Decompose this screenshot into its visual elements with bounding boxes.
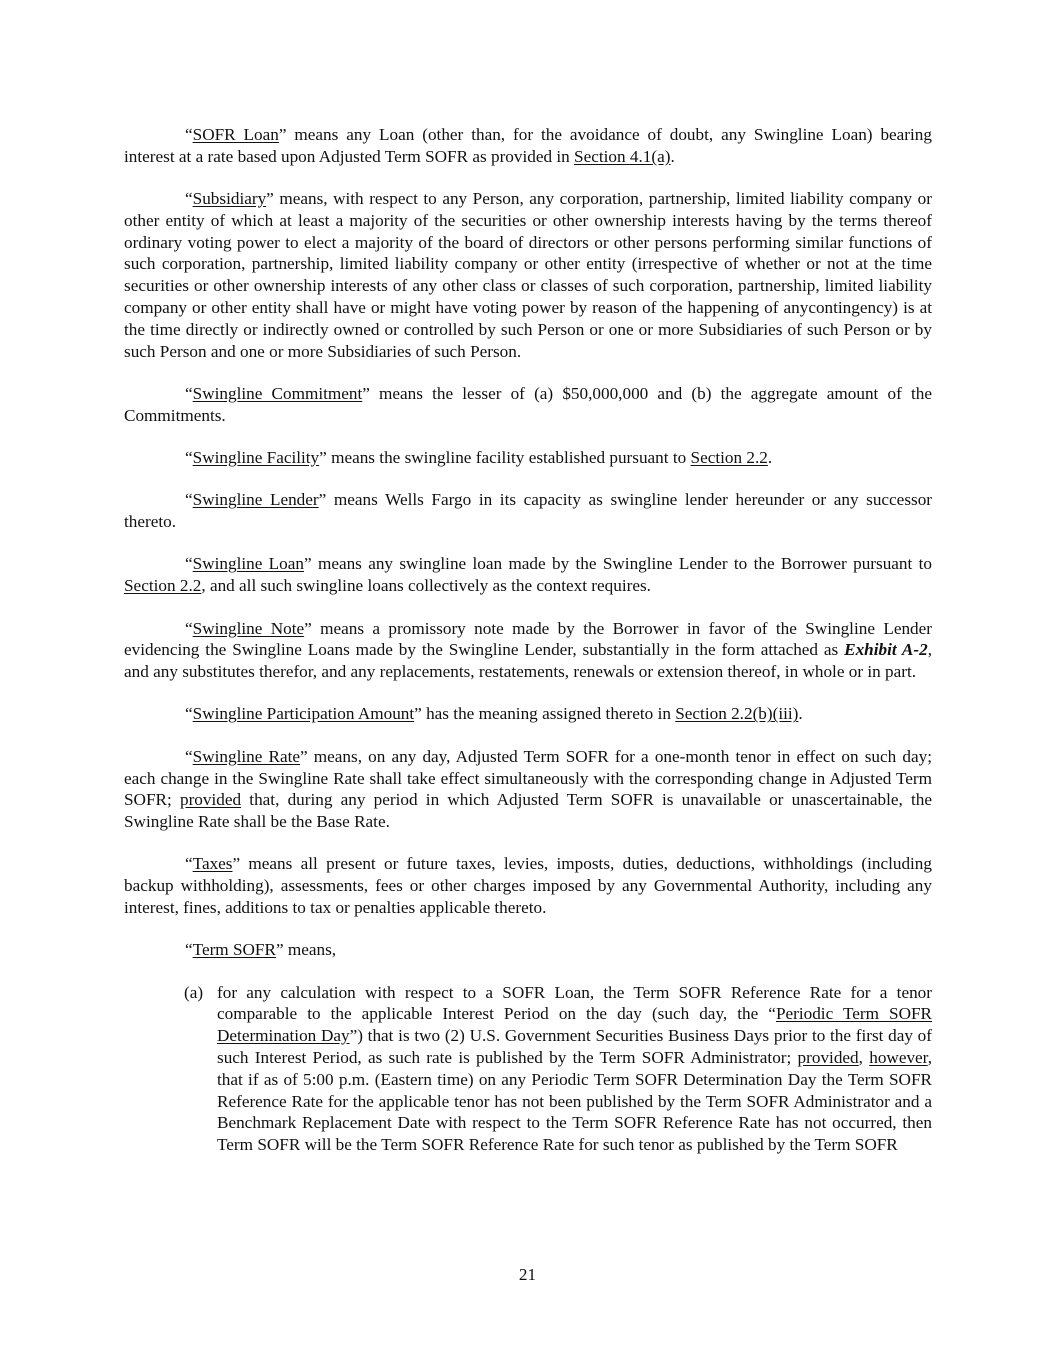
defined-term-swingline-rate: Swingline Rate xyxy=(192,746,300,766)
definition-text: ” means, xyxy=(275,940,337,960)
definition-text: ” has the meaning assigned thereto in xyxy=(414,704,676,724)
definition-text: ” means any swingline loan made by the Swingline Lender to the Borrower pursuant to xyxy=(304,554,932,574)
definition-swingline-lender xyxy=(124,489,932,533)
defined-term-term-sofr: Term SOFR xyxy=(192,940,276,960)
clause-text: , that if as of 5:00 p.m. (Eastern time) on any Periodic Term SOFR Determination Day the Term SOFR Reference Rate for the applicable tenor has not been published by the Term SOFR Administrator and a Benchmark Replacement Date with respect to the Term SOFR Reference Rate has not occurred, then Term SOFR will be the Term SOFR Reference Rate for such tenor as published by the Term SOFR xyxy=(217,1048,933,1155)
definition-swingline-facility xyxy=(124,447,932,469)
defined-term-subsidiary: Subsidiary xyxy=(192,189,267,209)
however-term: however xyxy=(869,1048,928,1067)
section-reference: Section 2.2 xyxy=(690,448,768,468)
definition-swingline-rate xyxy=(124,746,932,833)
definition-swingline-note xyxy=(124,618,932,683)
definition-text: ” means, on any day, Adjusted Term SOFR for a one-month tenor in effect on such day; each change in the Swingline Rate shall take effect simultaneously with the corresponding change in Adjusted Term SOFR; xyxy=(124,746,932,810)
definition-text: . xyxy=(767,448,773,468)
term-sofr-clause-a xyxy=(184,982,933,1156)
provided-term: provided xyxy=(179,790,242,810)
definition-term-sofr xyxy=(124,939,932,961)
definition-text: ” means Wells Fargo in its capacity as swingline lender hereunder or any successor thereto. xyxy=(124,490,933,532)
clause-text: , xyxy=(858,1048,870,1067)
definition-sofr-loan xyxy=(124,124,932,168)
section-reference: Section 2.2 xyxy=(124,576,202,596)
defined-term-sofr-loan: SOFR Loan xyxy=(192,125,279,144)
defined-term-periodic-term-sofr-determination-day: Periodic Term SOFR Determination Day xyxy=(217,1004,933,1046)
open-quote: “ xyxy=(185,554,193,574)
definition-text: . xyxy=(798,704,803,724)
clause-marker: (a) xyxy=(184,982,204,1002)
document-page xyxy=(124,124,932,1156)
defined-term-taxes: Taxes xyxy=(192,854,233,874)
open-quote: “ xyxy=(185,189,193,209)
definition-text: . xyxy=(670,146,675,166)
defined-term-swingline-note: Swingline Note xyxy=(192,618,305,638)
open-quote: “ xyxy=(185,704,193,724)
definition-text: ” means, with respect to any Person, any corporation, partnership, limited liability company or other entity of which at least a majority of the securities or other ownership interests having by the terms thereof ordinary voting power to elect a majority of the board of directors or other persons performing similar functions of such corporation, partnership, limited liability company or other entity (irrespective of whether or not at the time securities or other ownership interests of any other class or classes of such corporation, partnership, limited liability company or other entity shall have or might have voting power by reason of the happening of anycontingency) is at the time directly or indirectly owned or controlled by such Person or one or more Subsidiaries of such Person or by such Person and one or more Subsidiaries of such Person. xyxy=(124,189,932,361)
definition-text: ” means the swingline facility established pursuant to xyxy=(319,448,691,468)
definition-text: ” means all present or future taxes, levies, imposts, duties, deductions, withholdings (including backup withholding), assessments, fees or other charges imposed by any Governmental Authority, including any interest, fines, additions to tax or penalties applicable thereto. xyxy=(124,854,932,918)
defined-term-swingline-loan: Swingline Loan xyxy=(192,554,304,574)
defined-term-swingline-participation-amount: Swingline Participation Amount xyxy=(192,704,415,724)
exhibit-reference: Exhibit A-2 xyxy=(844,640,928,660)
open-quote: “ xyxy=(185,940,193,960)
definition-swingline-participation-amount xyxy=(124,703,932,725)
definition-text: , and all such swingline loans collectively as the context requires. xyxy=(201,576,651,596)
defined-term-swingline-facility: Swingline Facility xyxy=(192,448,320,468)
section-reference: Section 4.1(a) xyxy=(574,146,671,166)
defined-term-swingline-commitment: Swingline Commitment xyxy=(192,383,363,403)
open-quote: “ xyxy=(185,383,193,403)
open-quote: “ xyxy=(185,618,193,638)
definition-taxes xyxy=(124,853,932,918)
definition-text: , and any substitutes therefor, and any replacements, restatements, renewals or extension thereof, in whole or in part. xyxy=(124,640,932,682)
definition-text: ” means the lesser of (a) $50,000,000 and (b) the aggregate amount of the Commitments. xyxy=(124,383,932,425)
definition-swingline-commitment xyxy=(124,383,932,427)
definition-text: that, during any period in which Adjusted Term SOFR is unavailable or unascertainable, the Swingline Rate shall be the Base Rate. xyxy=(124,790,932,832)
definition-subsidiary xyxy=(124,188,932,362)
open-quote: “ xyxy=(185,746,193,766)
definition-swingline-loan xyxy=(124,553,932,597)
definition-text: ” means a promissory note made by the Borrower in favor of the Swingline Lender evidencing the Swingline Loans made by the Swingline Lender, substantially in the form attached as xyxy=(124,618,932,660)
clause-text: ”) that is two (2) U.S. Government Securities Business Days prior to the first day of such Interest Period, as such rate is published by the Term SOFR Administrator; xyxy=(217,1026,932,1067)
page-number: 21 xyxy=(518,1265,537,1284)
definition-text: ” means any Loan (other than, for the avoidance of doubt, any Swingline Loan) bearing interest at a rate based upon Adjusted Term SOFR as provided in xyxy=(124,125,932,166)
open-quote: “ xyxy=(185,125,193,144)
defined-term-swingline-lender: Swingline Lender xyxy=(192,490,319,510)
clause-text: for any calculation with respect to a SOFR Loan, the Term SOFR Reference Rate for a tenor comparable to the applicable Interest Period on the day (such day, the “ xyxy=(217,982,932,1024)
section-reference: Section 2.2(b)(iii) xyxy=(675,704,799,724)
open-quote: “ xyxy=(185,490,193,510)
open-quote: “ xyxy=(185,854,193,874)
open-quote: “ xyxy=(185,448,193,468)
provided-term: provided xyxy=(797,1048,859,1067)
